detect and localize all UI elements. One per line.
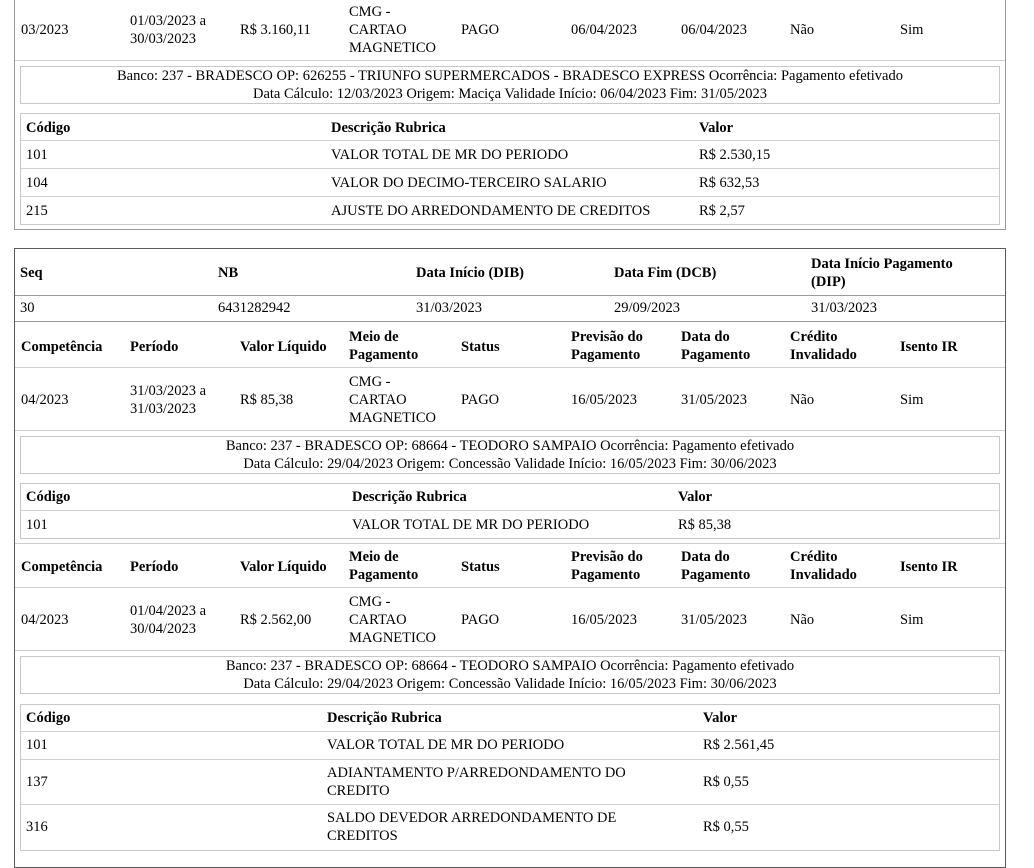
benefit-dcb: 29/09/2023 — [614, 300, 681, 316]
credito-invalidado-value: Não — [790, 612, 815, 628]
benefit-header-dcb: Data Fim (DCB) — [614, 265, 717, 281]
header-status: Status — [461, 559, 500, 575]
header-meio-line2: Pagamento — [349, 567, 419, 583]
data-pagamento-value: 06/04/2023 — [681, 22, 748, 38]
periodo-value-end: 30/03/2023 — [130, 31, 197, 47]
benefit-header-seq: Seq — [20, 265, 43, 281]
header-previsao: Previsão do — [571, 549, 643, 565]
divider — [21, 140, 999, 141]
meio-pagamento-line2: CARTAO — [349, 22, 407, 38]
header-credito: Crédito — [790, 549, 838, 565]
header-meio-line2: Pagamento — [349, 347, 419, 363]
competencia-value: 04/2023 — [21, 392, 69, 408]
header-data-pagamento-line2: Pagamento — [681, 347, 751, 363]
rubrica-codigo: 215 — [26, 203, 48, 219]
rubrica-valor: R$ 85,38 — [678, 517, 732, 533]
header-credito-line2: Invalidado — [790, 567, 857, 583]
rubrica-header-codigo: Código — [26, 120, 71, 136]
benefit-dip: 31/03/2023 — [811, 300, 878, 316]
rubrica-header-codigo: Código — [26, 489, 71, 505]
isento-ir-value: Sim — [900, 612, 924, 628]
payment-info-line1: Banco: 237 - BRADESCO OP: 68664 - TEODORO SAMPAIO Ocorrência: Pagamento efetivado — [225, 658, 795, 674]
credito-invalidado-value: Não — [790, 22, 815, 38]
rubrica-descricao: AJUSTE DO ARREDONDAMENTO DE CREDITOS — [331, 203, 651, 219]
rubrica-header-valor: Valor — [703, 710, 738, 726]
previsao-value: 16/05/2023 — [571, 392, 638, 408]
rubrica-valor: R$ 2.530,15 — [699, 147, 771, 163]
divider — [15, 295, 1005, 296]
meio-pagamento-line3: MAGNETICO — [349, 410, 436, 426]
benefit-header-dip-line2: (DIP) — [811, 274, 846, 290]
benefit-nb: 6431282942 — [218, 300, 291, 316]
periodo-value-end: 31/03/2023 — [130, 401, 197, 417]
payment-info-line2: Data Cálculo: 29/04/2023 Origem: Concessão Validade Início: 16/05/2023 Fim: 30/06/2023 — [243, 456, 777, 472]
periodo-value-end: 30/04/2023 — [130, 621, 197, 637]
benefit-seq: 30 — [20, 300, 35, 316]
header-data-pagamento-line2: Pagamento — [681, 567, 751, 583]
header-competencia: Competência — [21, 559, 103, 575]
rubrica-valor: R$ 0,55 — [703, 774, 749, 790]
divider — [15, 367, 1005, 368]
payment-info-line2: Data Cálculo: 12/03/2023 Origem: Maciça Validade Início: 06/04/2023 Fim: 31/05/2023 — [253, 86, 767, 102]
previsao-value: 06/04/2023 — [571, 22, 638, 38]
rubrica-codigo: 137 — [26, 774, 48, 790]
competencia-value: 03/2023 — [21, 22, 69, 38]
header-meio: Meio de — [349, 329, 399, 345]
header-status: Status — [461, 339, 500, 355]
payment-info-line1: Banco: 237 - BRADESCO OP: 68664 - TEODORO SAMPAIO Ocorrência: Pagamento efetivado — [225, 438, 795, 454]
valor-liquido-value: R$ 85,38 — [240, 392, 294, 408]
divider — [15, 587, 1005, 588]
header-periodo: Período — [130, 339, 179, 355]
isento-ir-value: Sim — [900, 392, 924, 408]
header-previsao: Previsão do — [571, 329, 643, 345]
benefit-header-dip: Data Início Pagamento — [811, 256, 953, 272]
divider — [15, 543, 1005, 544]
meio-pagamento-line3: MAGNETICO — [349, 630, 436, 646]
status-value: PAGO — [461, 392, 500, 408]
divider — [21, 196, 999, 197]
rubrica-header-descricao: Descrição Rubrica — [331, 120, 446, 136]
header-periodo: Período — [130, 559, 179, 575]
data-pagamento-value: 31/05/2023 — [681, 612, 748, 628]
rubrica-codigo: 316 — [26, 819, 48, 835]
meio-pagamento-line1: CMG - — [349, 4, 391, 20]
isento-ir-value: Sim — [900, 22, 924, 38]
rubrica-header-valor: Valor — [678, 489, 713, 505]
credito-invalidado-value: Não — [790, 392, 815, 408]
rubrica-descricao: VALOR TOTAL DE MR DO PERIODO — [352, 517, 590, 533]
divider — [21, 804, 999, 805]
rubrica-descricao-line2: CREDITOS — [327, 828, 398, 844]
rubrica-descricao-line2: CREDITO — [327, 783, 390, 799]
header-isento-ir: Isento IR — [900, 339, 958, 355]
header-previsao-line2: Pagamento — [571, 567, 641, 583]
header-previsao-line2: Pagamento — [571, 347, 641, 363]
divider — [21, 510, 999, 511]
header-meio: Meio de — [349, 549, 399, 565]
divider — [21, 168, 999, 169]
rubrica-descricao: SALDO DEVEDOR ARREDONDAMENTO DE — [327, 810, 617, 826]
rubrica-header-descricao: Descrição Rubrica — [327, 710, 442, 726]
divider — [15, 650, 1005, 651]
header-credito: Crédito — [790, 329, 838, 345]
periodo-value: 01/03/2023 a — [130, 13, 207, 29]
payment-info-line1: Banco: 237 - BRADESCO OP: 626255 - TRIUNFO SUPERMERCADOS - BRADESCO EXPRESS Ocorrência: Pagamento efetivado — [117, 68, 903, 84]
rubrica-header-valor: Valor — [699, 120, 734, 136]
rubrica-codigo: 104 — [26, 175, 48, 191]
divider — [15, 430, 1005, 431]
rubrica-header-descricao: Descrição Rubrica — [352, 489, 467, 505]
rubrica-codigo: 101 — [26, 147, 48, 163]
rubrica-valor: R$ 632,53 — [699, 175, 760, 191]
header-data-pagamento: Data do — [681, 329, 730, 345]
periodo-value: 01/04/2023 a — [130, 603, 207, 619]
benefit-header-dib: Data Início (DIB) — [416, 265, 524, 281]
valor-liquido-value: R$ 3.160,11 — [240, 22, 311, 38]
previsao-value: 16/05/2023 — [571, 612, 638, 628]
header-valor-liquido: Valor Líquido — [240, 559, 327, 575]
header-credito-line2: Invalidado — [790, 347, 857, 363]
valor-liquido-value: R$ 2.562,00 — [240, 612, 312, 628]
rubrica-codigo: 101 — [26, 737, 48, 753]
benefit-header-nb: NB — [218, 265, 239, 281]
rubrica-codigo: 101 — [26, 517, 48, 533]
rubrica-descricao: VALOR DO DECIMO-TERCEIRO SALARIO — [331, 175, 607, 191]
meio-pagamento-line2: CARTAO — [349, 612, 407, 628]
competencia-value: 04/2023 — [21, 612, 69, 628]
divider — [21, 731, 999, 732]
header-data-pagamento: Data do — [681, 549, 730, 565]
rubrica-valor: R$ 2.561,45 — [703, 737, 775, 753]
periodo-value: 31/03/2023 a — [130, 383, 207, 399]
divider — [15, 321, 1005, 322]
divider — [15, 60, 1005, 61]
rubrica-valor: R$ 0,55 — [703, 819, 749, 835]
benefit-dib: 31/03/2023 — [416, 300, 483, 316]
header-competencia: Competência — [21, 339, 103, 355]
divider — [21, 759, 999, 760]
rubrica-descricao: ADIANTAMENTO P/ARREDONDAMENTO DO — [327, 765, 626, 781]
header-valor-liquido: Valor Líquido — [240, 339, 327, 355]
meio-pagamento-line1: CMG - — [349, 374, 391, 390]
payment-info-line2: Data Cálculo: 29/04/2023 Origem: Concessão Validade Início: 16/05/2023 Fim: 30/06/2023 — [243, 676, 777, 692]
meio-pagamento-line3: MAGNETICO — [349, 40, 436, 56]
header-isento-ir: Isento IR — [900, 559, 958, 575]
data-pagamento-value: 31/05/2023 — [681, 392, 748, 408]
status-value: PAGO — [461, 22, 500, 38]
status-value: PAGO — [461, 612, 500, 628]
rubrica-descricao: VALOR TOTAL DE MR DO PERIODO — [331, 147, 569, 163]
meio-pagamento-line2: CARTAO — [349, 392, 407, 408]
meio-pagamento-line1: CMG - — [349, 594, 391, 610]
rubrica-valor: R$ 2,57 — [699, 203, 745, 219]
rubrica-header-codigo: Código — [26, 710, 71, 726]
rubrica-descricao: VALOR TOTAL DE MR DO PERIODO — [327, 737, 565, 753]
